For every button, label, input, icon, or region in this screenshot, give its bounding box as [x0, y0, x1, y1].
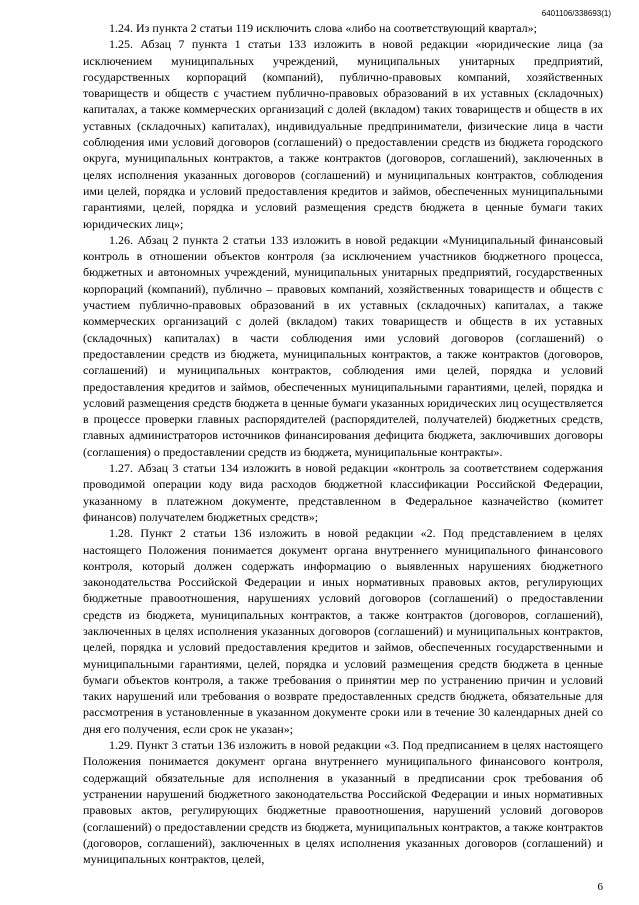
- paragraph-1-25: 1.25. Абзац 7 пункта 1 статьи 133 изложить в новой редакции «юридические лица (за исключением муниципальных учреждений, муниципальных унитарных предприятий, государственных корпораций (компаний), публично-правовых компаний, хозяйственных товариществ и обществ с участием публично-правовых образований в их уставных (складочных) капиталах, а также коммерческих организаций с долей (вкладом) таких товариществ и обществ в их уставных (складочных) капиталах), индивидуальные предприниматели, физические лица в части соблюдения ими условий договоров (соглашений) о предоставлении средств из бюджета городского округа, муниципальных контрактов, а также контрактов (договоров, соглашений), заключенных в целях исполнения указанных договоров (соглашений) и муниципальных контрактов, соблюдения ими целей, порядка и условий предоставления кредитов и займов, обеспеченных муниципальными гарантиями, целей, порядка и условий размещения средств бюджета в ценные бумаги таких юридических лиц»;: [83, 37, 603, 231]
- paragraph-1-24: 1.24. Из пункта 2 статьи 119 исключить слова «либо на соответствующий квартал»;: [109, 21, 537, 35]
- page-number: 6: [597, 881, 603, 893]
- document-body: [83, 20, 603, 867]
- paragraph-1-27: 1.27. Абзац 3 статьи 134 изложить в новой редакции «контроль за соответствием содержания проводимой операции коду вида расходов бюджетной классификации Российской Федерации, указанному в платежном документе, представленном в Федеральное казначейство (комитет финансов) получателем бюджетных средств»;: [83, 461, 603, 524]
- paragraph-1-28: 1.28. Пункт 2 статьи 136 изложить в новой редакции «2. Под представлением в целях настоящего Положения понимается документ органа внутреннего муниципального финансового контроля, который должен содержать информацию о выявленных нарушениях бюджетного законодательства Российской Федерации и иных нормативных правовых актов, регулирующих бюджетные правоотношения, нарушениях условий договоров (соглашений) о предоставлении средств из бюджета, муниципальных контрактов, а также контрактов (договоров, соглашений), заключенных в целях исполнения указанных договоров (соглашений) и муниципальных контрактов, целей, порядка и условий предоставления кредитов и займов, обеспеченных государственными и муниципальными гарантиями, целей, порядка и условий размещения средств бюджета в ценные бумаги объектов контроля, а также требования о принятии мер по устранению причин и условий таких нарушений или требования о возврате предоставленных средств бюджета, обязательные для рассмотрения в установленные в указанном документе сроки или в течение 30 календарных дней со дня его получения, если срок не указан»;: [83, 526, 603, 736]
- paragraph-1-26: 1.26. Абзац 2 пункта 2 статьи 133 изложить в новой редакции «Муниципальный финансовый контроль в отношении объектов контроля (за исключением участников бюджетного процесса, бюджетных и автономных учреждений, муниципальных унитарных предприятий, государственных корпораций (компаний), публично – правовых компаний, хозяйственных товариществ и обществ с участием публично-правовых образований в их уставных (складочных) капиталах, а также коммерческих организаций с долей (вкладом) таких товариществ и обществ в их уставных (складочных) капиталах) в части соблюдения ими условий договоров (соглашений) о предоставлении средств из бюджета, муниципальных контрактов, а также контрактов (договоров, соглашений) и муниципальных контрактов, соблюдения ими целей, порядка и условий предоставления кредитов и займов, обеспеченных муниципальными гарантиями, целей, порядка и условий размещения средств бюджета в ценные бумаги указанных юридических лиц осуществляется в процессе проверки главных распорядителей (распорядителей, получателей) бюджетных средств, главных администраторов источников финансирования дефицита бюджета, заключивших договоры (соглашения) о предоставлении средств из бюджета, муниципальные контракты».: [83, 232, 603, 459]
- paragraph-1-29: 1.29. Пункт 3 статьи 136 изложить в новой редакции «3. Под предписанием в целях настоящего Положения понимается документ органа внутреннего муниципального финансового контроля, содержащий обязательные для исполнения в указанный в предписании срок требования об устранении нарушений бюджетного законодательства Российской Федерации и иных нормативных правовых актов, регулирующих бюджетные правоотношения, нарушений условий договоров (соглашений) о предоставлении средств из бюджета, муниципальных контрактов, а также контрактов (договоров, соглашений), заключенных в целях исполнения указанных договоров (соглашений) и муниципальных контрактов, целей,: [83, 738, 603, 867]
- document-id: 6401106/338693(1): [541, 9, 611, 18]
